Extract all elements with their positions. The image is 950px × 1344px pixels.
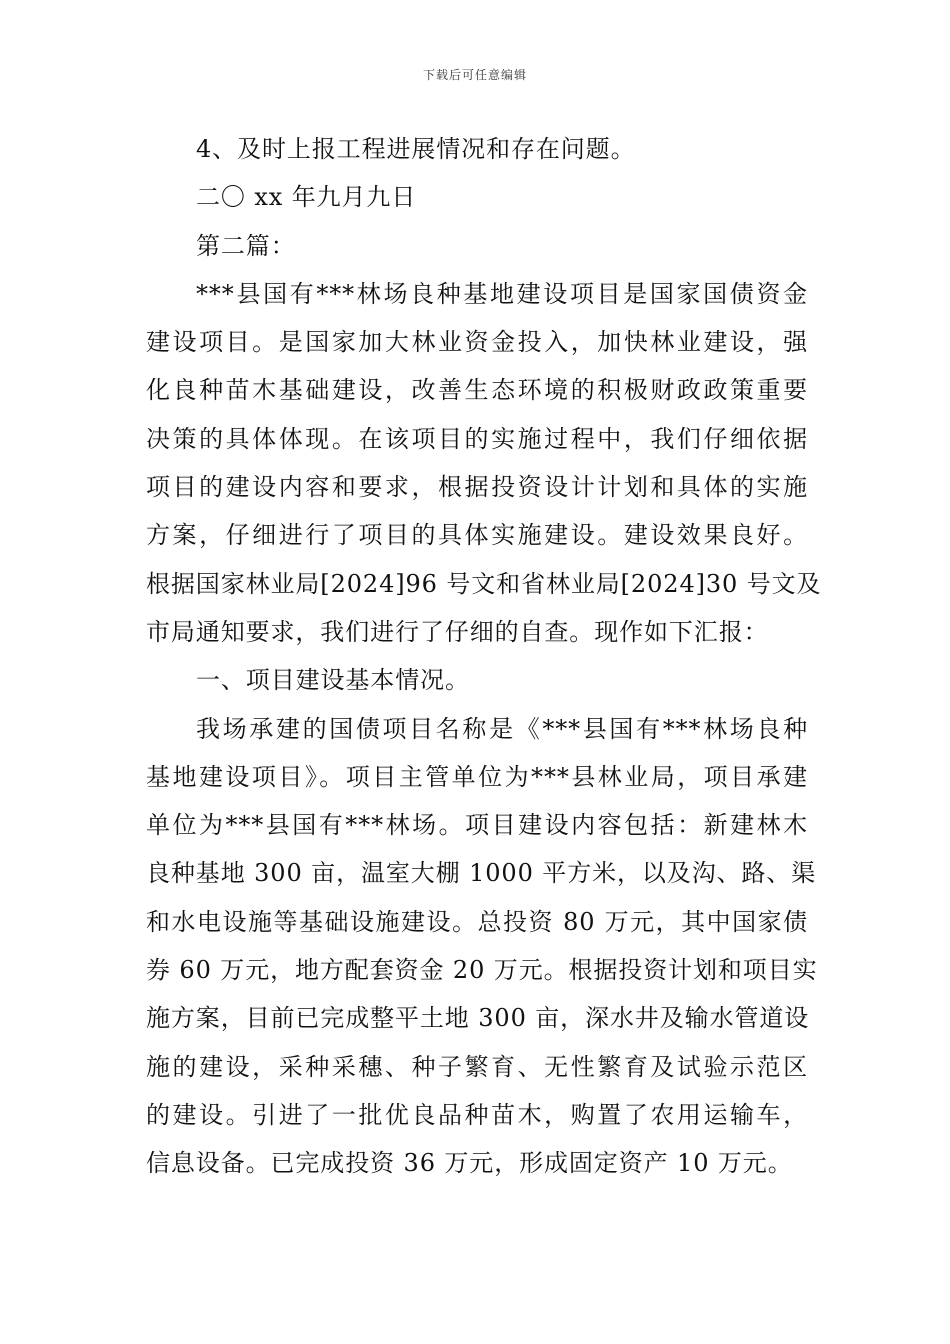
subsection-heading: 一、项目建设基本情况。 <box>196 666 470 695</box>
paragraph-line: 信息设备。已完成投资 36 万元，形成固定资产 10 万元。 <box>146 1149 793 1178</box>
header-note: 下载后可任意编辑 <box>422 68 527 82</box>
paragraph-line: 市局通知要求，我们进行了仔细的自查。现作如下汇报： <box>146 617 769 646</box>
list-item-4: 4、及时上报工程进展情况和存在问题。 <box>196 135 636 163</box>
section-heading: 第二篇： <box>196 231 296 260</box>
paragraph-line: 我场承建的国债项目名称是《***县国有***林场良种 <box>196 714 808 743</box>
paragraph-line: 根据国家林业局[2024]96 号文和省林业局[2024]30 号文及 <box>146 569 822 598</box>
paragraph-line: 基地建设项目》。项目主管单位为***县林业局，项目承建 <box>146 762 808 791</box>
paragraph-line: 施的建设，采种采穗、种子繁育、无性繁育及试验示范区 <box>146 1052 808 1081</box>
paragraph-line: 良种基地 300 亩，温室大棚 1000 平方米，以及沟、路、渠 <box>146 859 817 888</box>
paragraph-line: 决策的具体体现。在该项目的实施过程中，我们仔细依据 <box>146 424 808 453</box>
paragraph-line: 建设项目。是国家加大林业资金投入，加快林业建设，强 <box>146 328 808 357</box>
paragraph-line: 施方案，目前已完成整平土地 300 亩，深水井及输水管道设 <box>146 1004 810 1033</box>
paragraph-line: 化良种苗木基础建设，改善生态环境的积极财政政策重要 <box>146 376 808 405</box>
paragraph-line: 的建设。引进了一批优良品种苗木，购置了农用运输车， <box>146 1100 808 1129</box>
date-line: 二〇 xx 年九月九日 <box>196 183 417 212</box>
document-body <box>146 125 822 1188</box>
paragraph-line: 单位为***县国有***林场。项目建设内容包括：新建林木 <box>146 811 808 840</box>
paragraph-line: 券 60 万元，地方配套资金 20 万元。根据投资计划和项目实 <box>146 956 818 985</box>
paragraph-line: ***县国有***林场良种基地建设项目是国家国债资金 <box>196 279 808 308</box>
paragraph-line: 和水电设施等基础设施建设。总投资 80 万元，其中国家债 <box>146 907 808 936</box>
paragraph-line: 项目的建设内容和要求，根据投资设计计划和具体的实施 <box>146 473 808 502</box>
paragraph-line: 方案，仔细进行了项目的具体实施建设。建设效果良好。 <box>146 521 808 550</box>
